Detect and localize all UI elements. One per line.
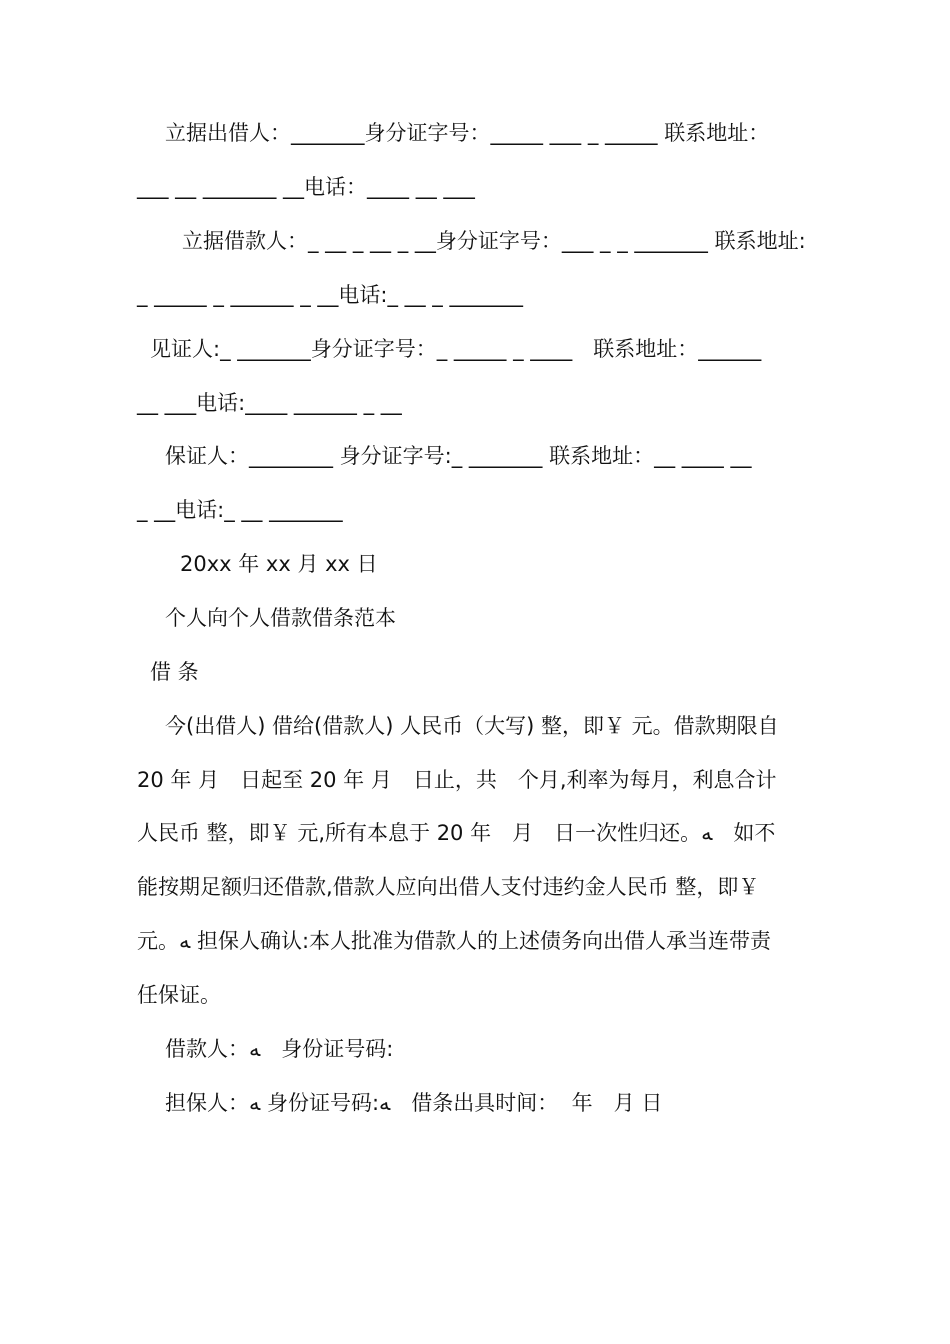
body-line-4: 能按期足额归还借款,借款人应向出借人支付违约金人民币 整，即￥: [137, 875, 760, 899]
date-line: 20xx 年 xx 月 xx 日: [180, 552, 378, 576]
witness-line: 见证人:_ _______身分证字号：_ _____ _ ____ 联系地址：______: [150, 337, 762, 361]
guarantor-line: 保证人：________ 身分证字号:_ _______ 联系地址：__ ____ __: [165, 444, 752, 468]
body-line-2: 20 年 月 日起至 20 年 月 日止，共 个月,利率为每月，利息合计: [137, 768, 777, 792]
guarantor-signature-line: 担保人：ﻪ 身份证号码:ﻪ 借条出具时间： 年 月 日: [165, 1091, 663, 1115]
witness-phone-line: __ ___电话:____ ______ _ __: [137, 391, 402, 415]
borrower-phone-line: _ _____ _ ______ _ __电话:_ __ _ _______: [137, 283, 523, 307]
borrower-signature-line: 借款人：ﻪ 身份证号码:: [165, 1037, 394, 1061]
body-line-1: 今(出借人) 借给(借款人) 人民币（大写) 整，即￥ 元。借款期限自: [165, 714, 779, 738]
borrower-line: 立据借款人：_ __ _ __ _ __身分证字号：___ _ _ _______ 联系地址:: [182, 229, 806, 253]
lender-phone-line: ___ __ _______ __电话：____ __ ___: [137, 175, 475, 199]
body-line-6: 任保证。: [137, 983, 221, 1007]
iou-heading: 借 条: [150, 660, 199, 684]
lender-line: 立据出借人：_______身分证字号：_____ ___ _ _____ 联系地址：: [165, 121, 770, 145]
body-line-5: 元。ﻪ 担保人确认:本人批准为借款人的上述债务向出借人承当连带责: [137, 929, 772, 953]
guarantor-phone-line: _ __电话:_ __ _______: [137, 498, 343, 522]
body-line-3: 人民币 整，即￥ 元,所有本息于 20 年 月 日一次性归还。ﻪ 如不: [137, 821, 776, 845]
template-title: 个人向个人借款借条范本: [165, 606, 396, 630]
